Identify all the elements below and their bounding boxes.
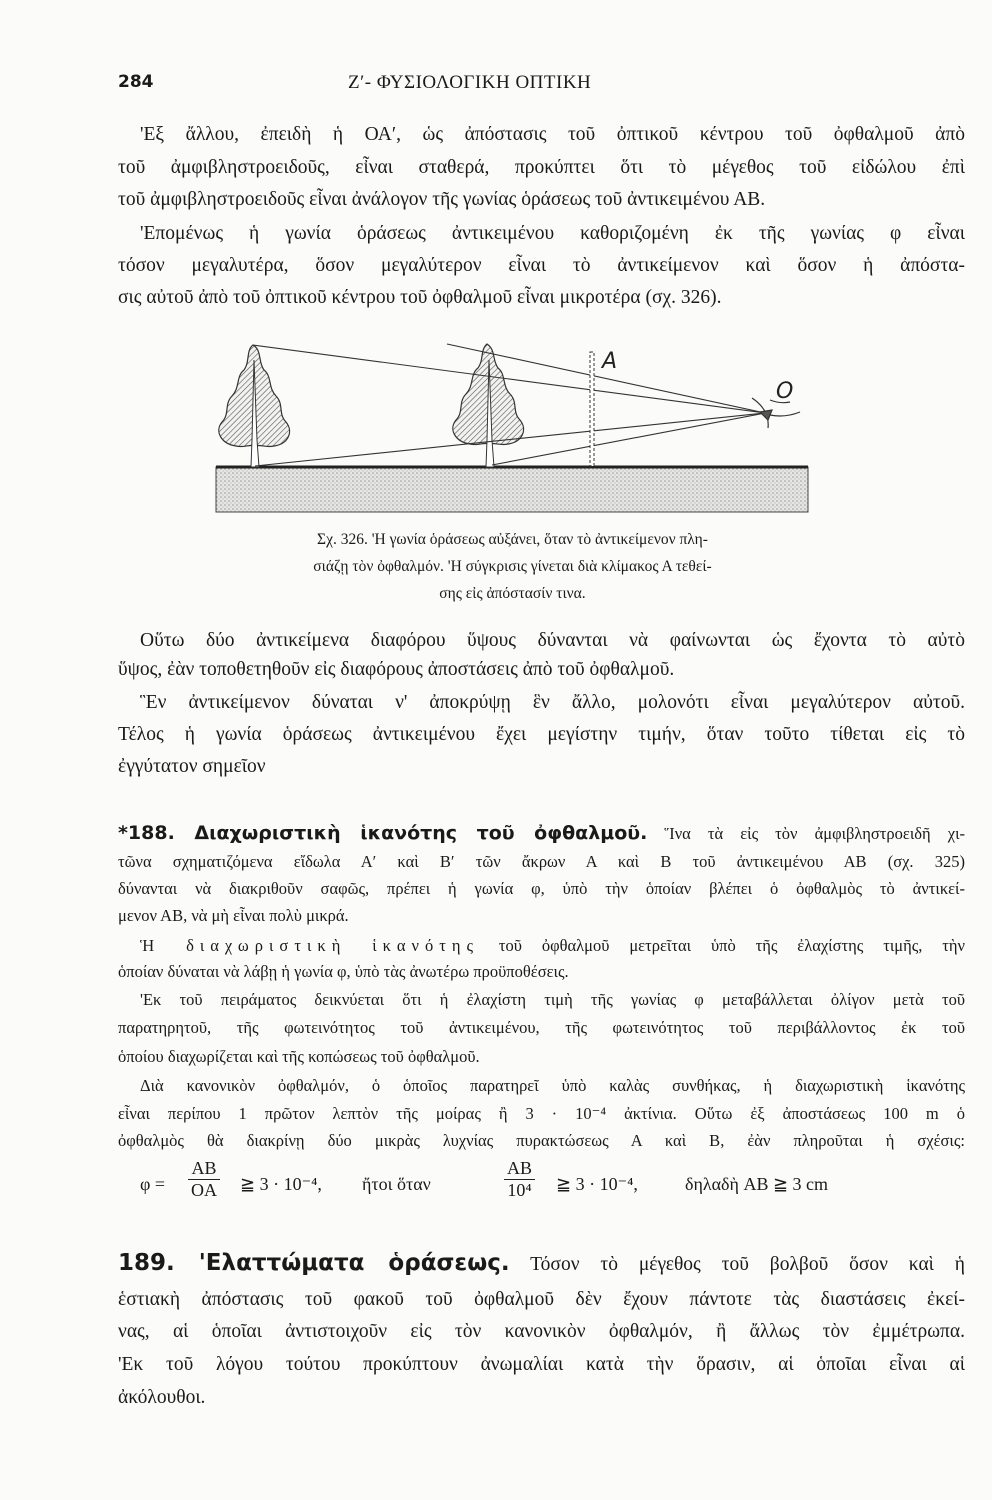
formula: [140, 1158, 900, 1214]
section-189-heading-line: [118, 1250, 965, 1276]
text: Ἵνα τὰ εἰς τὸν ἀμφιβληστροειδῆ χι-: [664, 824, 966, 843]
text-line: τοῦ ἀμφιβληστροειδοῦς εἶναι ἀνάλογον τῆς γωνίας ὁράσεως τοῦ ἀντικειμένου ΑΒ.: [118, 189, 766, 210]
text-line: Τέλος ἡ γωνία ὁράσεως ἀντικειμένου ἔχει μεγίστην τιμήν, ὅταν τοῦτο τίθεται εἰς τὸ: [118, 724, 965, 745]
text-line: 'Εξ ἄλλου, ἐπειδὴ ἡ ΟΑ′, ὡς ἀπόστασις τοῦ ὀπτικοῦ κέντρου τοῦ ὀφθαλμοῦ ἀπὸ: [140, 124, 965, 145]
text-line: ὁποίαν δύναται νὰ λάβῃ ἡ γωνία φ, ὑπὸ τὰς ἀνωτέρω προϋποθέσεις.: [118, 962, 569, 981]
formula-ineq-2: ≧ 3 · 10⁻⁴,: [556, 1174, 638, 1194]
tree-near: [453, 344, 524, 467]
text-line: τόσον μεγαλυτέρα, ὅσον μεγαλύτερον εἶναι τὸ ἀντικείμενον καὶ ὅσον ἡ ἀπόστα-: [118, 255, 965, 276]
figure-caption-line: [215, 531, 810, 549]
section-188-heading-line: [118, 822, 965, 844]
text-line: παρατηρητοῦ, τῆς φωτεινότητος τοῦ ἀντικειμένου, τῆς φωτεινότητος τοῦ περιβάλλοντος ἐκ τοῦ: [118, 1018, 965, 1037]
caption-text: σιάζῃ τὸν ὀφθαλμόν. 'Η σύγκρισις γίνεται διὰ κλίμακος Α τεθεί-: [313, 558, 712, 575]
numerator: AB: [188, 1158, 219, 1180]
text-line: ἑστιακὴ ἀπόστασις τοῦ φακοῦ τοῦ ὀφθαλμοῦ δὲν ἔχουν πάντοτε τὰς διαστάσεις ἐκεί-: [118, 1289, 965, 1310]
text-line: 'Εκ τοῦ πειράματος δεικνύεται ὅτι ἡ ἐλαχίστη τιμὴ τῆς γωνίας φ μεταβάλλεται ὀλίγον μετὰ τοῦ: [140, 990, 965, 1009]
tree-far: [219, 345, 290, 467]
caption-text: 'Η γωνία ὁράσεως αὐξάνει, ὅταν τὸ ἀντικείμενον πλη-: [371, 531, 708, 548]
figure-caption-line: [215, 585, 810, 603]
text-line: ἀκόλουθοι.: [118, 1387, 206, 1408]
text-line: ὀφθαλμὸς θὰ διακρίνῃ δύο μικρὰς λυχνίας πυρακτώσεως Α καὶ Β, ἐὰν πληροῦται ἡ σχέσις:: [118, 1131, 965, 1150]
text-line: τῶνα σχηματιζόμενα εἴδωλα Α′ καὶ Β′ τῶν ἄκρων Α καὶ Β τοῦ ἀντικειμένου ΑΒ (σχ. 325): [118, 852, 965, 871]
fraction-ab-104: [504, 1158, 535, 1201]
text-line: Οὕτω δύο ἀντικείμενα διαφόρου ὕψους δύνανται νὰ φαίνωνται ὡς ἔχοντα τὸ αὐτὸ: [140, 630, 965, 651]
denominator: 10⁴: [507, 1180, 532, 1200]
numerator: AB: [504, 1158, 535, 1180]
figure-caption-line: [215, 558, 810, 576]
page-number: 284: [118, 72, 154, 92]
formula-ineq-1: ≧ 3 · 10⁻⁴,: [240, 1174, 322, 1194]
scale-a: [590, 352, 594, 466]
section-heading: 189. 'Ελαττώματα ὁράσεως.: [118, 1250, 510, 1276]
text-line: [118, 936, 965, 956]
text-line: νας, αἱ ὁποῖαι ἀντιστοιχοῦν εἰς τὸν κανονικὸν ὀφθαλμόν, ἢ ἄλλως τὸν ἐμμέτρωπα.: [118, 1321, 965, 1342]
text-line: μενον ΑΒ, νὰ μὴ εἶναι πολὺ μικρά.: [118, 906, 349, 925]
text-line: Διὰ κανονικὸν ὀφθαλμόν, ὁ ὁποῖος παρατηρεῖ ὑπὸ καλὰς συνθήκας, ἡ διαχωριστικὴ ἱκανότης: [140, 1076, 965, 1095]
text-line: Ἓν ἀντικείμενον δύναται ν' ἀποκρύψῃ ἓν ἄλλο, μολονότι εἶναι μεγαλύτερον αὐτοῦ.: [140, 692, 965, 713]
text-line: ὁποίου διαχωρίζεται καὶ τῆς κοπώσεως τοῦ ὀφθαλμοῦ.: [118, 1047, 480, 1066]
formula-conclusion: δηλαδὴ AB ≧ 3 cm: [685, 1174, 829, 1194]
figure-326: [0, 0, 992, 530]
ground-band: [216, 467, 808, 512]
eye-label: O: [776, 379, 794, 404]
formula-phi: φ =: [140, 1174, 166, 1194]
text-line: δύνανται νὰ διακριθοῦν σαφῶς, πρέπει ἡ γωνία φ, ὑπὸ τὴν ὁποίαν βλέπει ὁ ὀφθαλμὸς τὸ ἀντικεί-: [118, 879, 965, 898]
text: τοῦ ὀφθαλμοῦ μετρεῖται ὑπὸ τῆς ἐλαχίστης τιμῆς, τὴν: [498, 936, 966, 955]
denominator: OA: [191, 1180, 217, 1200]
scale-label: A: [602, 349, 618, 374]
fraction-ab-oa: [188, 1158, 220, 1201]
text-line: εἶναι περίπου 1 πρῶτον λεπτὸν τῆς μοίρας ἢ 3 · 10⁻⁴ ἀκτίνια. Οὕτω ἐξ ἀποστάσεως 100 m ὁ: [118, 1104, 965, 1123]
running-title: Ζ′- ΦΥΣΙΟΛΟΓΙΚΗ ΟΠΤΙΚΗ: [348, 72, 592, 93]
text-line: ὕψος, ἐὰν τοποθετηθοῦν εἰς διαφόρους ἀποστάσεις ἀπὸ τοῦ ὀφθαλμοῦ.: [118, 659, 675, 680]
text: Τόσον τὸ μέγεθος τοῦ βολβοῦ ὅσον καὶ ἡ: [530, 1254, 965, 1275]
text-line: σις αὐτοῦ ἀπὸ τοῦ ὀπτικοῦ κέντρου τοῦ ὀφθαλμοῦ εἶναι μικροτέρα (σχ. 326).: [118, 287, 722, 308]
text-line: 'Επομένως ἡ γωνία ὁράσεως ἀντικειμένου καθοριζομένη ἐκ τῆς γωνίας φ εἶναι: [140, 223, 965, 244]
formula-text-mid: ἤτοι ὅταν: [362, 1174, 431, 1194]
caption-text: σης εἰς ἀπόστασίν τινα.: [439, 585, 586, 602]
text-line: 'Εκ τοῦ λόγου τούτου προκύπτουν ἀνωμαλίαι κατὰ τὴν ὅρασιν, αἱ ὁποῖαι εἶναι αἱ: [118, 1354, 965, 1375]
section-heading: *188. Διαχωριστικὴ ἱκανότης τοῦ ὀφθαλμοῦ.: [118, 822, 648, 844]
text-line: τοῦ ἀμφιβληστροειδοῦς, εἶναι σταθερά, προκύπτει ὅτι τὸ μέγεθος τοῦ εἰδώλου ἐπὶ: [118, 157, 965, 178]
spaced-term: Ἡ διαχωριστικὴ ἱκανότης: [140, 936, 479, 955]
text-line: ἐγγύτατον σημεῖον: [118, 756, 266, 777]
figure-number: Σχ. 326.: [317, 531, 368, 548]
